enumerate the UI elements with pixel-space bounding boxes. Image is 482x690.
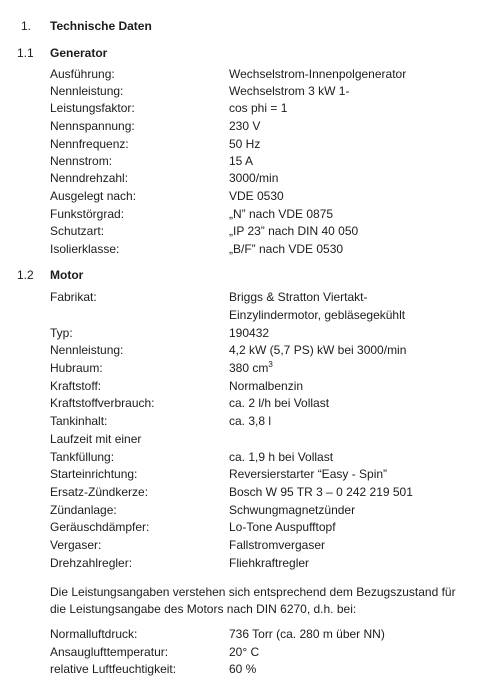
spec-label: Normalluftdruck: [50,627,138,641]
spec-value: Bosch W 95 TR 3 – 0 242 219 501 [229,485,413,499]
spec-label: Nennspannung: [50,119,135,133]
spec-label: Leistungsfaktor: [50,101,135,115]
spec-value: ca. 1,9 h bei Vollast [229,450,334,464]
spec-label: Fabrikat: [50,290,97,304]
spec-row [0,188,482,205]
spec-row [0,206,482,223]
spec-row [0,170,482,187]
spec-label: Zündanlage: [50,503,117,517]
spec-row [0,484,482,501]
spec-label: Typ: [50,326,73,340]
spec-row [0,360,482,377]
spec-value: Reversierstarter “Easy - Spin” [229,467,388,481]
spec-value: Fallstromvergaser [229,538,326,552]
spec-row [0,289,482,306]
spec-label: Hubraum: [50,361,103,375]
spec-row [0,325,482,342]
spec-label: Nennleistung: [50,343,124,357]
spec-value: 4,2 kW (5,7 PS) kW bei 3000/min [229,343,407,357]
spec-value: Normalbenzin [229,379,304,393]
spec-value: Briggs & Stratton Viertakt- [229,290,368,304]
reference-conditions-paragraph [50,584,482,618]
spec-label: Ansauglufttemperatur: [50,645,169,659]
spec-value: 3000/min [229,171,279,185]
spec-label: Nenndrehzahl: [50,171,129,185]
spec-label: relative Luftfeuchtigkeit: [50,662,177,676]
spec-label: Kraftstoffverbrauch: [50,396,155,410]
spec-label: Tankinhalt: [50,414,108,428]
spec-label: Kraftstoff: [50,379,102,393]
spec-value: Einzylindermotor, gebläsegekühlt [229,308,406,322]
spec-label: Nennfrequenz: [50,137,129,151]
spec-row [0,661,482,678]
spec-row [0,395,482,412]
spec-row [0,519,482,536]
spec-value: Lo-Tone Auspufftopf [229,520,336,534]
spec-label: Starteinrichtung: [50,467,138,481]
spec-label: Ausgelegt nach: [50,189,137,203]
spec-row [0,153,482,170]
spec-label: Laufzeit mit einer [50,432,142,446]
spec-label: Schutzart: [50,224,105,238]
hubraum-exponent: 3 [268,360,273,369]
spec-label: Nennleistung: [50,84,124,98]
spec-label: Funkstörgrad: [50,207,125,221]
spec-value: 190432 [229,326,270,340]
spec-label: Ersatz-Zündkerze: [50,485,149,499]
spec-row [0,378,482,395]
spec-row [0,644,482,661]
spec-row [0,136,482,153]
spec-label: Vergaser: [50,538,102,552]
paragraph-line: Die Leistungsangaben verstehen sich entsprechend dem Bezugszustand für [50,585,456,599]
spec-label: Drehzahlregler: [50,556,133,570]
spec-row [0,241,482,258]
subsection-title-generator: Generator [50,46,108,60]
spec-row [0,466,482,483]
spec-row [0,100,482,117]
spec-row [0,118,482,135]
spec-label: Geräuschdämpfer: [50,520,150,534]
spec-value [229,360,273,377]
spec-value: Schwungmagnetzünder [229,503,356,517]
spec-value: „IP 23” nach DIN 40 050 [229,224,359,238]
spec-label: Ausführung: [50,67,115,81]
subsection-number-motor: 1.2 [17,268,34,282]
section-title: Technische Daten [50,19,152,33]
spec-row [0,83,482,100]
spec-value: 230 V [229,119,261,133]
hubraum-value: 380 cm [229,361,269,375]
spec-value: cos phi = 1 [229,101,288,115]
paragraph-line: die Leistungsangabe des Motors nach DIN 6270, d.h. bei: [50,602,357,616]
spec-value: VDE 0530 [229,189,284,203]
subsection-number-generator: 1.1 [17,46,34,60]
spec-value: Wechselstrom-Innenpolgenerator [229,67,407,81]
spec-value: Fliehkraftregler [229,556,310,570]
spec-row [0,555,482,572]
spec-value: 60 % [229,662,257,676]
spec-row [0,307,482,324]
spec-value: „N” nach VDE 0875 [229,207,334,221]
spec-value: 736 Torr (ca. 280 m über NN) [229,627,385,641]
spec-label: Tankfüllung: [50,450,115,464]
spec-row [0,223,482,240]
spec-row [0,342,482,359]
spec-value: ca. 2 l/h bei Vollast [229,396,330,410]
spec-row [0,626,482,643]
spec-row [0,449,482,466]
spec-value: 20° C [229,645,260,659]
spec-value: Wechselstrom 3 kW 1- [229,84,350,98]
spec-row [0,502,482,519]
spec-value: „B/F” nach VDE 0530 [229,242,344,256]
spec-value: 15 A [229,154,254,168]
spec-row [0,537,482,554]
spec-label: Isolierklasse: [50,242,120,256]
spec-value: ca. 3,8 l [229,414,272,428]
spec-row [0,413,482,430]
spec-value: 50 Hz [229,137,261,151]
subsection-title-motor: Motor [50,268,84,282]
section-number: 1. [21,19,32,33]
spec-label: Nennstrom: [50,154,113,168]
spec-row [0,431,482,448]
spec-row [0,66,482,83]
